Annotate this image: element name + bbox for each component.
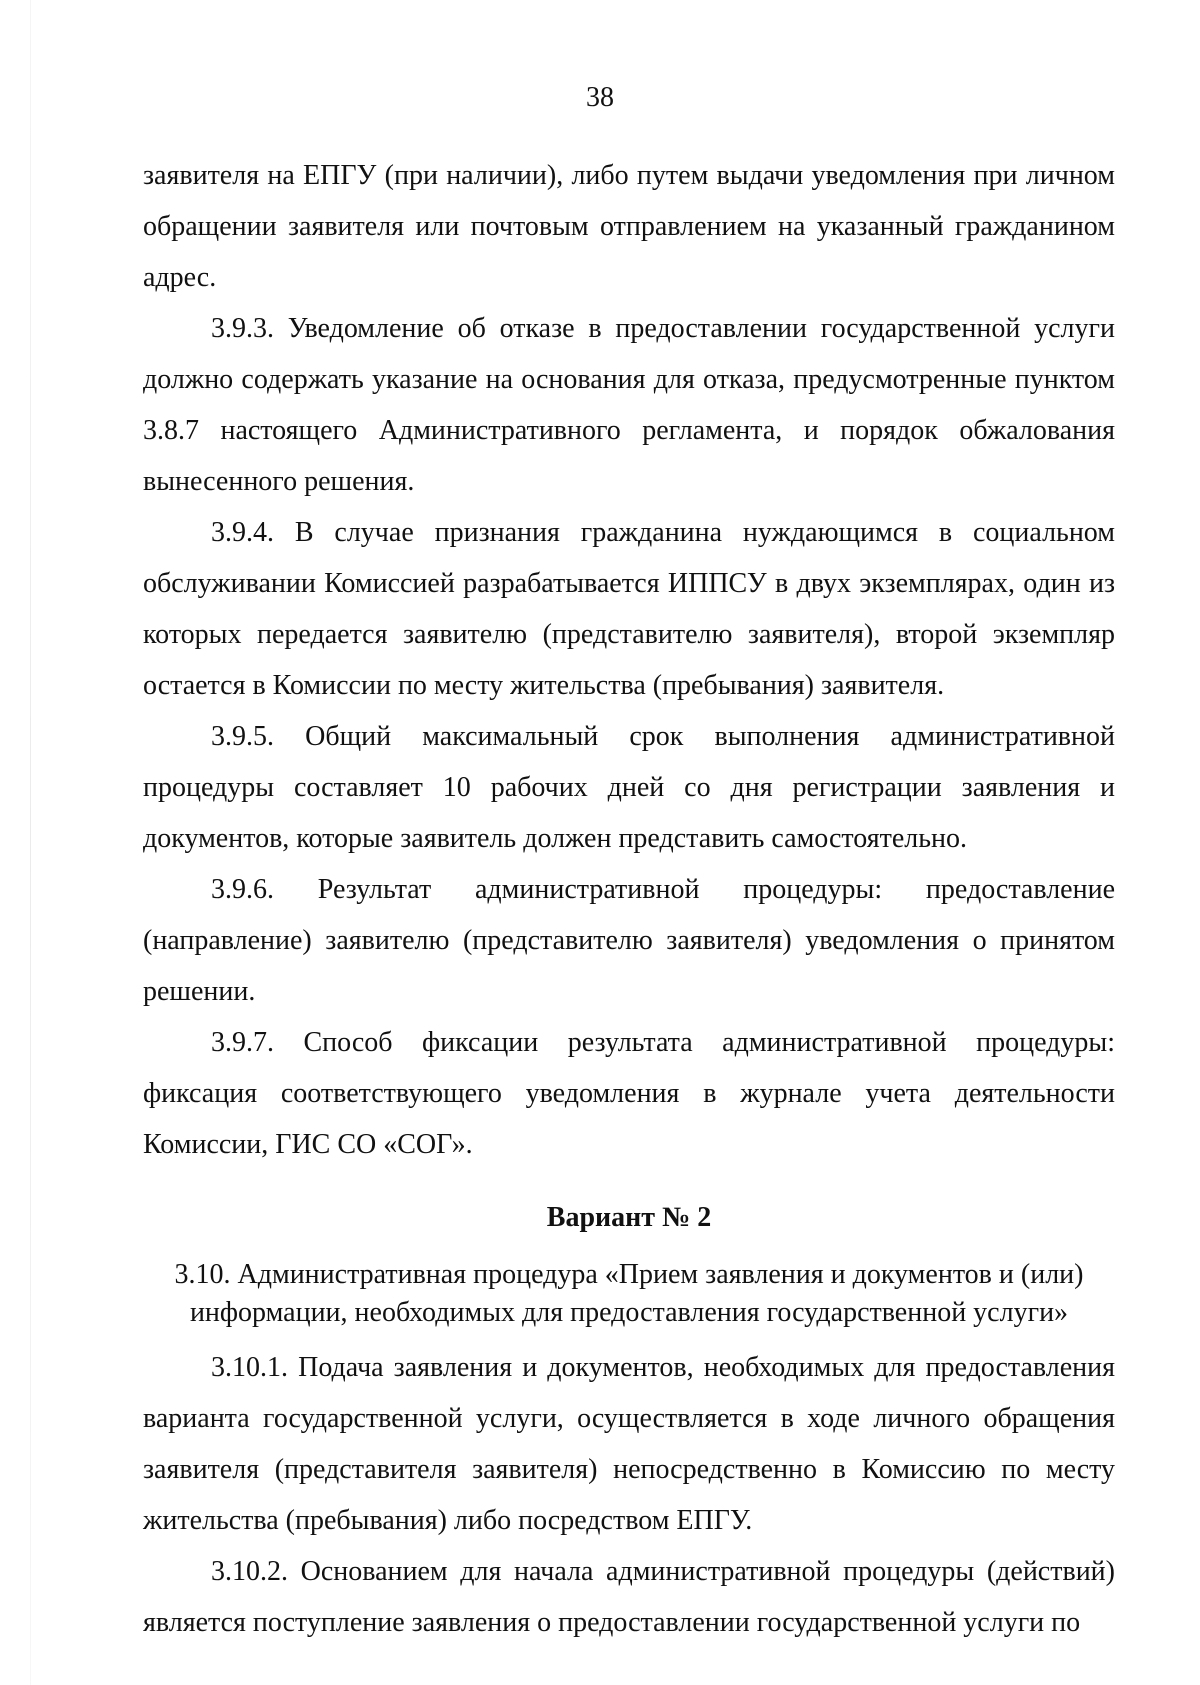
section-heading: Вариант № 2 bbox=[546, 1202, 712, 1233]
paragraph-3-9-4: 3.9.4. В случае признания гражданина нуждающимся в социальном обслуживании Комиссией разрабатывается ИППСУ в двух экземплярах, один из которых передается заявителю (представителю заявителя), второй экземпляр остается в Комиссии по месту жительства (пребывания) заявителя. bbox=[143, 517, 1115, 701]
paragraph-3-9-6: 3.9.6. Результат административной процедуры: предоставление (направление) заявителю (представителю заявителя) уведомления о принятом решении. bbox=[143, 874, 1115, 1007]
page-number: 38 bbox=[586, 82, 614, 113]
procedure-title bbox=[143, 1256, 1115, 1332]
paragraph-3-9-7: 3.9.7. Способ фиксации результата административной процедуры: фиксация соответствующего уведомления в журнале учета деятельности Комиссии, ГИС СО «СОГ». bbox=[143, 1027, 1115, 1160]
procedure-title-line-1: 3.10. Административная процедура «Прием заявления и документов и (или) bbox=[174, 1259, 1084, 1290]
paragraph-3-10-1: 3.10.1. Подача заявления и документов, необходимых для предоставления варианта государственной услуги, осуществляется в ходе личного обращения заявителя (представителя заявителя) непосредственно в Комиссию по месту жительства (пребывания) либо посредством ЕПГУ. bbox=[143, 1352, 1115, 1536]
paragraph-3-10-2: 3.10.2. Основанием для начала административной процедуры (действий) является поступление заявления о предоставлении государственной услуги по bbox=[143, 1556, 1115, 1638]
procedure-title-line-2: информации, необходимых для предоставления государственной услуги» bbox=[189, 1297, 1069, 1328]
paragraph-continuation: заявителя на ЕПГУ (при наличии), либо путем выдачи уведомления при личном обращении заявителя или почтовым отправлением на указанный гражданином адрес. bbox=[143, 160, 1115, 293]
document-body bbox=[143, 150, 1115, 1648]
paragraph-3-9-3: 3.9.3. Уведомление об отказе в предоставлении государственной услуги должно содержать указание на основания для отказа, предусмотренные пунктом 3.8.7 настоящего Административного регламента, и порядок обжалования вынесенного решения. bbox=[143, 313, 1115, 497]
scan-edge bbox=[30, 0, 31, 1685]
paragraph-3-9-5: 3.9.5. Общий максимальный срок выполнения административной процедуры составляет 10 рабочих дней со дня регистрации заявления и документов, которые заявитель должен представить самостоятельно. bbox=[143, 721, 1115, 854]
